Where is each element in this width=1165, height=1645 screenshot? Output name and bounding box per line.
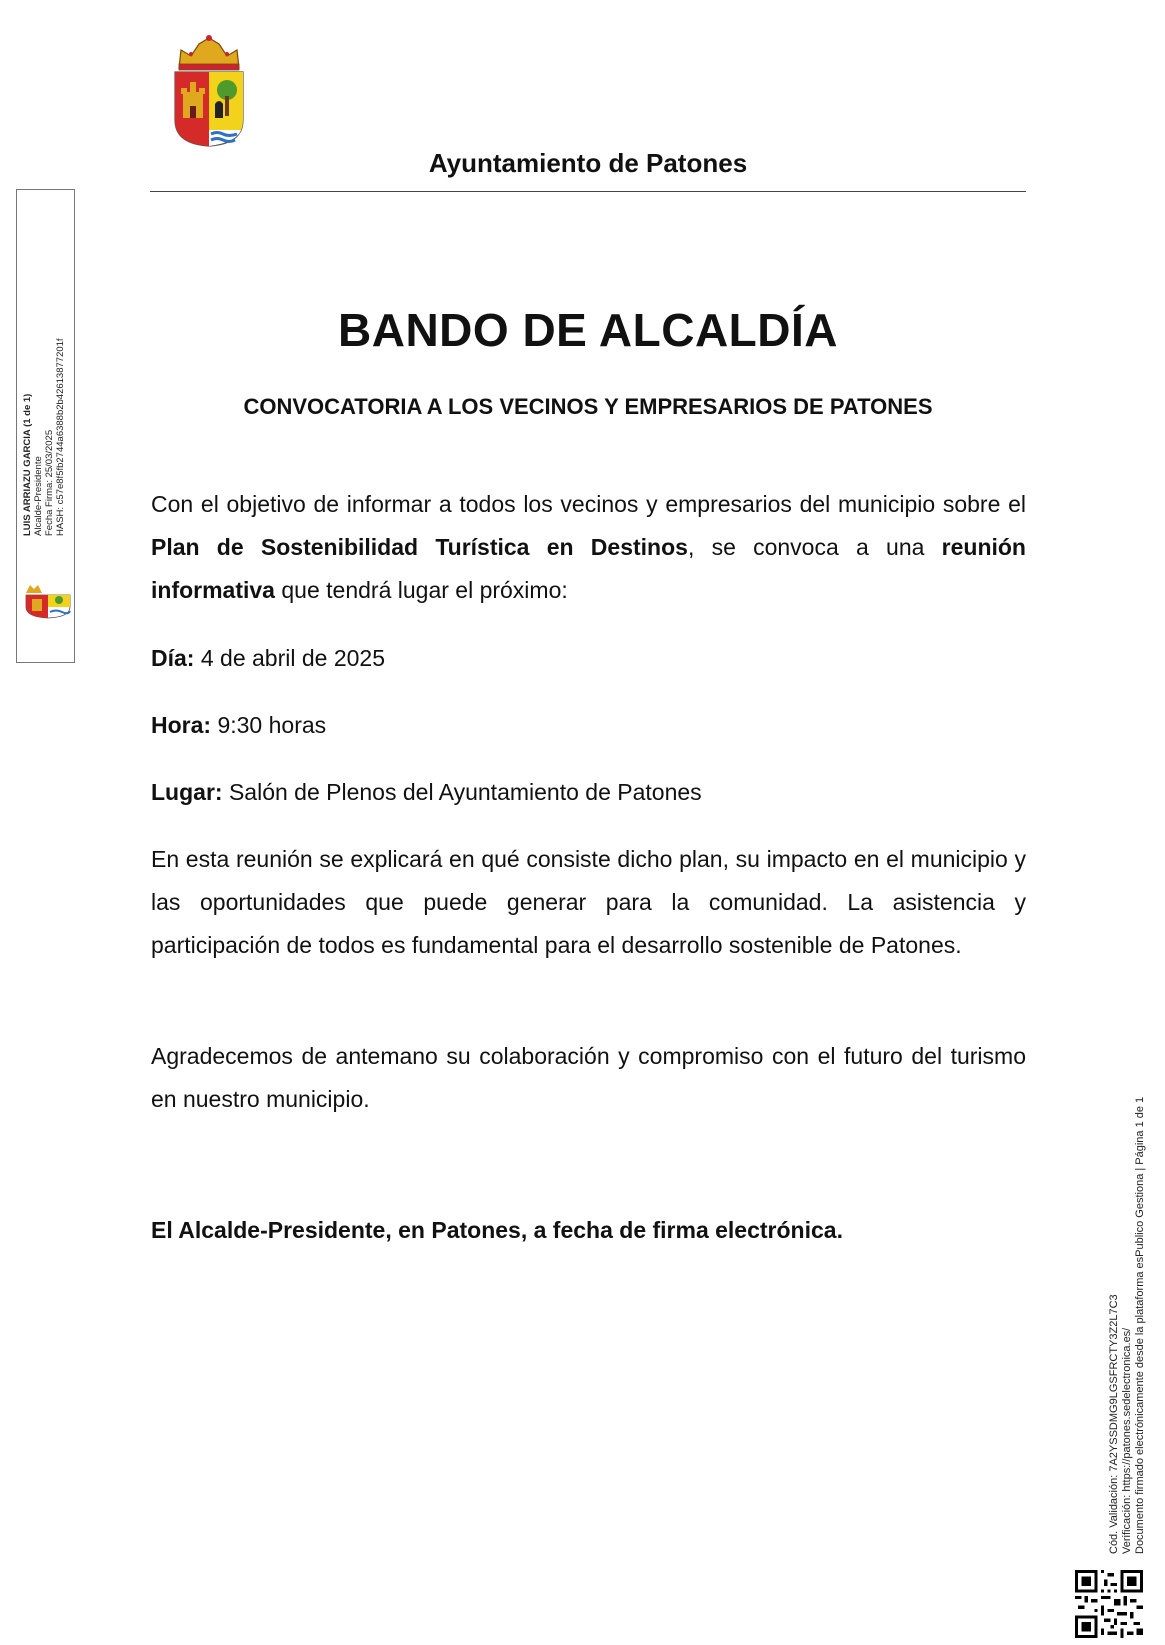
validation-code: Cód. Validación: 7A2YSSDMG9LGSFRCTY3Z2L7C3 [1108, 1294, 1120, 1554]
detail-place [151, 771, 1026, 814]
signer-role: Alcalde-Presidente [33, 456, 44, 536]
body-paragraph: En esta reunión se explicará en qué consiste dicho plan, su impacto en el municipio y las oportunidades que puede generar para la comunidad. La asistencia y participación de todos es fundamental para el desarrollo sostenible de Patones. [151, 846, 1026, 958]
document-subtitle: CONVOCATORIA A LOS VECINOS Y EMPRESARIOS DE PATONES [243, 394, 933, 419]
detail-time-value: 9:30 horas [211, 712, 327, 738]
signature-stamp-text [22, 236, 66, 536]
closing-signature-line: El Alcalde-Presidente, en Patones, a fecha de firma electrónica. [151, 1217, 843, 1243]
meeting-type: reunión informativa [151, 534, 1026, 603]
detail-place-label: Lugar: [151, 779, 223, 805]
verification-url[interactable]: Verificación: https://patones.sedelectronica.es/ [1121, 1327, 1133, 1554]
detail-day-value: 4 de abril de 2025 [194, 645, 385, 671]
thanks-paragraph: Agradecemos de antemano su colaboración y compromiso con el futuro del turismo en nuestro municipio. [151, 1043, 1026, 1112]
header-divider [150, 191, 1026, 192]
stamp-crest-icon [24, 583, 72, 619]
detail-time-label: Hora: [151, 712, 212, 738]
plan-name: Plan de Sostenibilidad Turística en Destinos [151, 534, 688, 560]
detail-time [151, 704, 1026, 747]
intro-paragraph [151, 483, 1026, 612]
intro-text-2: , se convoca a una [687, 534, 942, 560]
intro-text-3: que tendrá lugar el próximo: [274, 577, 568, 603]
signer-name: LUIS ARRIAZU GARCIA (1 de 1) [22, 393, 33, 536]
signature-hash: HASH: c57e8f5fb2744a6388b2b42613877201f [55, 338, 66, 536]
detail-day-label: Día: [151, 645, 195, 671]
verification-text [1108, 954, 1147, 1554]
intro-text-1: Con el objetivo de informar a todos los vecinos y empresarios del municipio sobre el [151, 491, 1026, 517]
organization-name: Ayuntamiento de Patones [428, 148, 748, 178]
qr-code-icon[interactable] [1075, 1570, 1143, 1638]
municipal-crest-icon [171, 34, 247, 148]
detail-place-value: Salón de Plenos del Ayuntamiento de Patones [222, 779, 702, 805]
detail-day [151, 637, 1026, 680]
signature-platform-note: Documento firmado electrónicamente desde la plataforma esPublico Gestiona | Página 1 de 1 [1134, 1096, 1146, 1554]
document-title: BANDO DE ALCALDÍA [338, 304, 838, 356]
signature-date: Fecha Firma: 25/03/2025 [44, 429, 55, 536]
